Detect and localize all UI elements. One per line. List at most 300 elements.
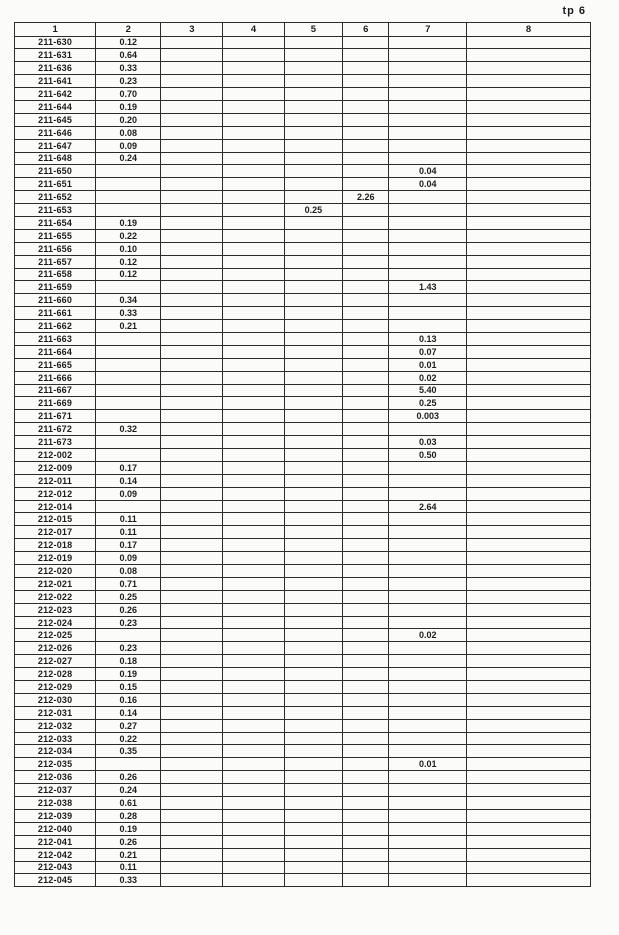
value-cell	[96, 436, 161, 449]
value-cell	[284, 732, 343, 745]
value-cell	[161, 294, 223, 307]
value-cell	[161, 139, 223, 152]
value-cell	[284, 616, 343, 629]
row-id-cell: 212-028	[15, 668, 96, 681]
value-cell: 0.26	[96, 603, 161, 616]
value-cell	[223, 809, 284, 822]
value-cell	[343, 874, 389, 887]
row-id-cell: 211-654	[15, 216, 96, 229]
value-cell	[284, 681, 343, 694]
row-id-cell: 212-037	[15, 784, 96, 797]
value-cell	[389, 191, 467, 204]
value-cell	[467, 565, 591, 578]
value-cell: 0.04	[389, 165, 467, 178]
value-cell	[389, 616, 467, 629]
row-id-cell: 212-015	[15, 513, 96, 526]
table-row	[15, 771, 591, 784]
value-cell	[467, 668, 591, 681]
value-cell	[284, 590, 343, 603]
value-cell	[161, 655, 223, 668]
value-cell: 0.14	[96, 706, 161, 719]
value-cell	[343, 539, 389, 552]
value-cell	[161, 552, 223, 565]
value-cell	[284, 513, 343, 526]
value-cell	[223, 693, 284, 706]
value-cell	[467, 539, 591, 552]
table-row	[15, 590, 591, 603]
table-row	[15, 268, 591, 281]
value-cell	[389, 809, 467, 822]
value-cell: 2.26	[343, 191, 389, 204]
value-cell	[343, 358, 389, 371]
value-cell	[161, 320, 223, 333]
value-cell: 0.03	[389, 436, 467, 449]
value-cell	[284, 642, 343, 655]
value-cell	[343, 797, 389, 810]
value-cell: 0.09	[96, 552, 161, 565]
row-id-cell: 212-011	[15, 474, 96, 487]
value-cell	[284, 88, 343, 101]
value-cell	[389, 216, 467, 229]
row-id-cell: 211-646	[15, 126, 96, 139]
value-cell	[343, 255, 389, 268]
table-row	[15, 461, 591, 474]
table-row	[15, 797, 591, 810]
value-cell	[467, 461, 591, 474]
row-id-cell: 212-043	[15, 861, 96, 874]
table-row	[15, 822, 591, 835]
value-cell	[96, 384, 161, 397]
value-cell	[161, 629, 223, 642]
table-row	[15, 397, 591, 410]
value-cell	[389, 706, 467, 719]
table-row	[15, 358, 591, 371]
value-cell	[467, 822, 591, 835]
value-cell	[284, 178, 343, 191]
value-cell	[467, 242, 591, 255]
value-cell: 0.32	[96, 423, 161, 436]
value-cell	[223, 384, 284, 397]
value-cell	[284, 126, 343, 139]
value-cell: 0.22	[96, 229, 161, 242]
row-id-cell: 211-650	[15, 165, 96, 178]
table-row	[15, 281, 591, 294]
value-cell	[223, 242, 284, 255]
value-cell	[389, 423, 467, 436]
value-cell	[223, 835, 284, 848]
value-cell	[284, 668, 343, 681]
row-id-cell: 212-012	[15, 487, 96, 500]
value-cell	[284, 410, 343, 423]
value-cell	[343, 603, 389, 616]
value-cell: 0.08	[96, 565, 161, 578]
value-cell	[284, 49, 343, 62]
value-cell	[284, 345, 343, 358]
value-cell	[467, 384, 591, 397]
value-cell: 0.14	[96, 474, 161, 487]
value-cell: 0.35	[96, 745, 161, 758]
value-cell: 0.12	[96, 268, 161, 281]
value-cell	[161, 668, 223, 681]
value-cell	[161, 281, 223, 294]
table-row	[15, 861, 591, 874]
value-cell	[343, 809, 389, 822]
value-cell	[161, 719, 223, 732]
row-id-cell: 211-631	[15, 49, 96, 62]
value-cell: 0.26	[96, 835, 161, 848]
value-cell	[223, 216, 284, 229]
value-cell	[161, 732, 223, 745]
value-cell	[223, 616, 284, 629]
value-cell	[284, 526, 343, 539]
value-cell	[223, 410, 284, 423]
value-cell	[467, 848, 591, 861]
value-cell	[467, 436, 591, 449]
value-cell	[223, 513, 284, 526]
value-cell: 0.12	[96, 36, 161, 49]
value-cell	[96, 629, 161, 642]
value-cell	[343, 371, 389, 384]
table-row	[15, 75, 591, 88]
value-cell	[161, 513, 223, 526]
value-cell: 0.15	[96, 681, 161, 694]
value-cell	[343, 461, 389, 474]
value-cell	[96, 371, 161, 384]
value-cell	[467, 423, 591, 436]
value-cell: 2.64	[389, 500, 467, 513]
value-cell	[284, 113, 343, 126]
table-row	[15, 371, 591, 384]
value-cell	[343, 100, 389, 113]
value-cell	[389, 242, 467, 255]
value-cell	[161, 474, 223, 487]
value-cell	[343, 178, 389, 191]
value-cell	[467, 590, 591, 603]
value-cell	[284, 152, 343, 165]
value-cell	[284, 358, 343, 371]
value-cell	[284, 255, 343, 268]
value-cell	[343, 294, 389, 307]
row-id-cell: 212-022	[15, 590, 96, 603]
row-id-cell: 212-045	[15, 874, 96, 887]
table-row	[15, 719, 591, 732]
row-id-cell: 211-658	[15, 268, 96, 281]
value-cell	[343, 88, 389, 101]
value-cell	[467, 526, 591, 539]
value-cell	[467, 861, 591, 874]
value-cell	[467, 229, 591, 242]
value-cell	[284, 655, 343, 668]
value-cell: 0.09	[96, 487, 161, 500]
value-cell	[223, 822, 284, 835]
value-cell	[389, 539, 467, 552]
value-cell	[161, 152, 223, 165]
value-cell	[284, 500, 343, 513]
value-cell	[161, 590, 223, 603]
value-cell	[161, 216, 223, 229]
value-cell	[343, 642, 389, 655]
value-cell	[161, 681, 223, 694]
value-cell	[467, 165, 591, 178]
value-cell	[284, 552, 343, 565]
value-cell	[284, 629, 343, 642]
table-row	[15, 513, 591, 526]
value-cell	[223, 668, 284, 681]
value-cell	[223, 771, 284, 784]
value-cell	[223, 332, 284, 345]
value-cell	[223, 358, 284, 371]
value-cell: 0.24	[96, 784, 161, 797]
value-cell	[223, 255, 284, 268]
value-cell	[467, 294, 591, 307]
value-cell	[96, 500, 161, 513]
value-cell	[161, 255, 223, 268]
table-row	[15, 126, 591, 139]
value-cell	[467, 216, 591, 229]
value-cell	[284, 461, 343, 474]
value-cell: 5.40	[389, 384, 467, 397]
table-row	[15, 758, 591, 771]
row-id-cell: 211-653	[15, 204, 96, 217]
value-cell	[389, 732, 467, 745]
table-row	[15, 449, 591, 462]
row-id-cell: 212-020	[15, 565, 96, 578]
value-cell	[161, 526, 223, 539]
value-cell	[467, 397, 591, 410]
row-id-cell: 212-026	[15, 642, 96, 655]
value-cell	[223, 88, 284, 101]
value-cell: 0.09	[96, 139, 161, 152]
row-id-cell: 212-033	[15, 732, 96, 745]
value-cell	[343, 861, 389, 874]
table-row	[15, 152, 591, 165]
value-cell	[284, 36, 343, 49]
value-cell	[467, 113, 591, 126]
value-cell	[343, 139, 389, 152]
value-cell	[343, 693, 389, 706]
value-cell	[389, 229, 467, 242]
value-cell	[343, 397, 389, 410]
row-id-cell: 211-651	[15, 178, 96, 191]
table-row	[15, 629, 591, 642]
value-cell: 0.25	[389, 397, 467, 410]
table-row	[15, 552, 591, 565]
value-cell	[389, 307, 467, 320]
value-cell	[467, 655, 591, 668]
value-cell	[467, 629, 591, 642]
value-cell	[284, 397, 343, 410]
value-cell	[343, 590, 389, 603]
table-row	[15, 642, 591, 655]
column-header: 3	[161, 23, 223, 37]
value-cell	[467, 371, 591, 384]
value-cell	[223, 36, 284, 49]
value-cell: 0.19	[96, 100, 161, 113]
value-cell	[284, 719, 343, 732]
value-cell	[389, 139, 467, 152]
value-cell	[389, 835, 467, 848]
value-cell	[223, 397, 284, 410]
value-cell	[161, 616, 223, 629]
value-cell	[161, 100, 223, 113]
value-cell: 0.16	[96, 693, 161, 706]
value-cell	[161, 75, 223, 88]
value-cell	[96, 281, 161, 294]
row-id-cell: 212-002	[15, 449, 96, 462]
value-cell	[223, 797, 284, 810]
table-row	[15, 320, 591, 333]
value-cell	[343, 49, 389, 62]
row-id-cell: 212-009	[15, 461, 96, 474]
value-cell	[96, 345, 161, 358]
value-cell	[343, 268, 389, 281]
column-header: 8	[467, 23, 591, 37]
value-cell	[284, 874, 343, 887]
value-cell	[223, 474, 284, 487]
value-cell	[389, 577, 467, 590]
header-row	[15, 23, 591, 37]
value-cell	[223, 345, 284, 358]
value-cell: 0.19	[96, 668, 161, 681]
value-cell	[161, 397, 223, 410]
value-cell	[223, 681, 284, 694]
row-id-cell: 212-034	[15, 745, 96, 758]
value-cell	[284, 745, 343, 758]
data-table	[14, 22, 591, 887]
value-cell	[223, 281, 284, 294]
row-id-cell: 211-671	[15, 410, 96, 423]
value-cell	[284, 565, 343, 578]
value-cell	[161, 126, 223, 139]
table-row	[15, 681, 591, 694]
value-cell	[161, 178, 223, 191]
table-row	[15, 88, 591, 101]
value-cell	[284, 822, 343, 835]
value-cell	[284, 848, 343, 861]
value-cell: 0.23	[96, 616, 161, 629]
value-cell	[223, 191, 284, 204]
value-cell	[343, 242, 389, 255]
value-cell	[467, 797, 591, 810]
value-cell	[284, 436, 343, 449]
value-cell	[389, 126, 467, 139]
value-cell	[223, 745, 284, 758]
value-cell	[223, 62, 284, 75]
value-cell	[467, 681, 591, 694]
column-header: 6	[343, 23, 389, 37]
value-cell	[161, 835, 223, 848]
table-row	[15, 693, 591, 706]
value-cell	[343, 668, 389, 681]
table-row	[15, 603, 591, 616]
value-cell	[161, 861, 223, 874]
value-cell	[467, 204, 591, 217]
value-cell	[223, 320, 284, 333]
value-cell	[389, 487, 467, 500]
row-id-cell: 211-666	[15, 371, 96, 384]
value-cell	[96, 410, 161, 423]
value-cell	[223, 307, 284, 320]
row-id-cell: 212-031	[15, 706, 96, 719]
table-row	[15, 616, 591, 629]
value-cell	[161, 332, 223, 345]
value-cell	[389, 100, 467, 113]
value-cell	[343, 410, 389, 423]
row-id-cell: 212-030	[15, 693, 96, 706]
table-row	[15, 745, 591, 758]
row-id-cell: 212-032	[15, 719, 96, 732]
value-cell	[389, 88, 467, 101]
table-row	[15, 178, 591, 191]
value-cell: 0.20	[96, 113, 161, 126]
value-cell	[284, 487, 343, 500]
value-cell: 0.01	[389, 758, 467, 771]
value-cell	[284, 229, 343, 242]
value-cell	[284, 216, 343, 229]
value-cell	[467, 732, 591, 745]
value-cell	[223, 113, 284, 126]
value-cell	[96, 204, 161, 217]
value-cell: 0.10	[96, 242, 161, 255]
value-cell	[161, 113, 223, 126]
row-id-cell: 212-027	[15, 655, 96, 668]
value-cell	[343, 487, 389, 500]
value-cell	[223, 204, 284, 217]
value-cell	[389, 603, 467, 616]
value-cell: 0.22	[96, 732, 161, 745]
value-cell: 0.08	[96, 126, 161, 139]
value-cell	[343, 552, 389, 565]
value-cell	[343, 771, 389, 784]
value-cell	[223, 100, 284, 113]
value-cell	[467, 874, 591, 887]
value-cell: 0.11	[96, 526, 161, 539]
value-cell: 0.34	[96, 294, 161, 307]
value-cell	[467, 139, 591, 152]
table-row	[15, 784, 591, 797]
value-cell	[389, 771, 467, 784]
table-row	[15, 565, 591, 578]
value-cell	[467, 758, 591, 771]
value-cell: 0.12	[96, 255, 161, 268]
value-cell	[343, 281, 389, 294]
value-cell	[467, 500, 591, 513]
value-cell: 0.17	[96, 461, 161, 474]
table-row	[15, 809, 591, 822]
value-cell	[467, 745, 591, 758]
value-cell: 0.003	[389, 410, 467, 423]
value-cell	[223, 75, 284, 88]
value-cell	[284, 307, 343, 320]
value-cell	[389, 861, 467, 874]
value-cell	[343, 719, 389, 732]
row-id-cell: 211-656	[15, 242, 96, 255]
value-cell	[223, 642, 284, 655]
value-cell	[284, 693, 343, 706]
value-cell	[389, 113, 467, 126]
value-cell	[467, 552, 591, 565]
row-id-cell: 212-042	[15, 848, 96, 861]
table-row	[15, 668, 591, 681]
value-cell	[343, 577, 389, 590]
value-cell	[284, 268, 343, 281]
value-cell	[161, 191, 223, 204]
value-cell	[223, 126, 284, 139]
row-id-cell: 211-647	[15, 139, 96, 152]
row-id-cell: 211-663	[15, 332, 96, 345]
table-row	[15, 255, 591, 268]
value-cell	[284, 577, 343, 590]
